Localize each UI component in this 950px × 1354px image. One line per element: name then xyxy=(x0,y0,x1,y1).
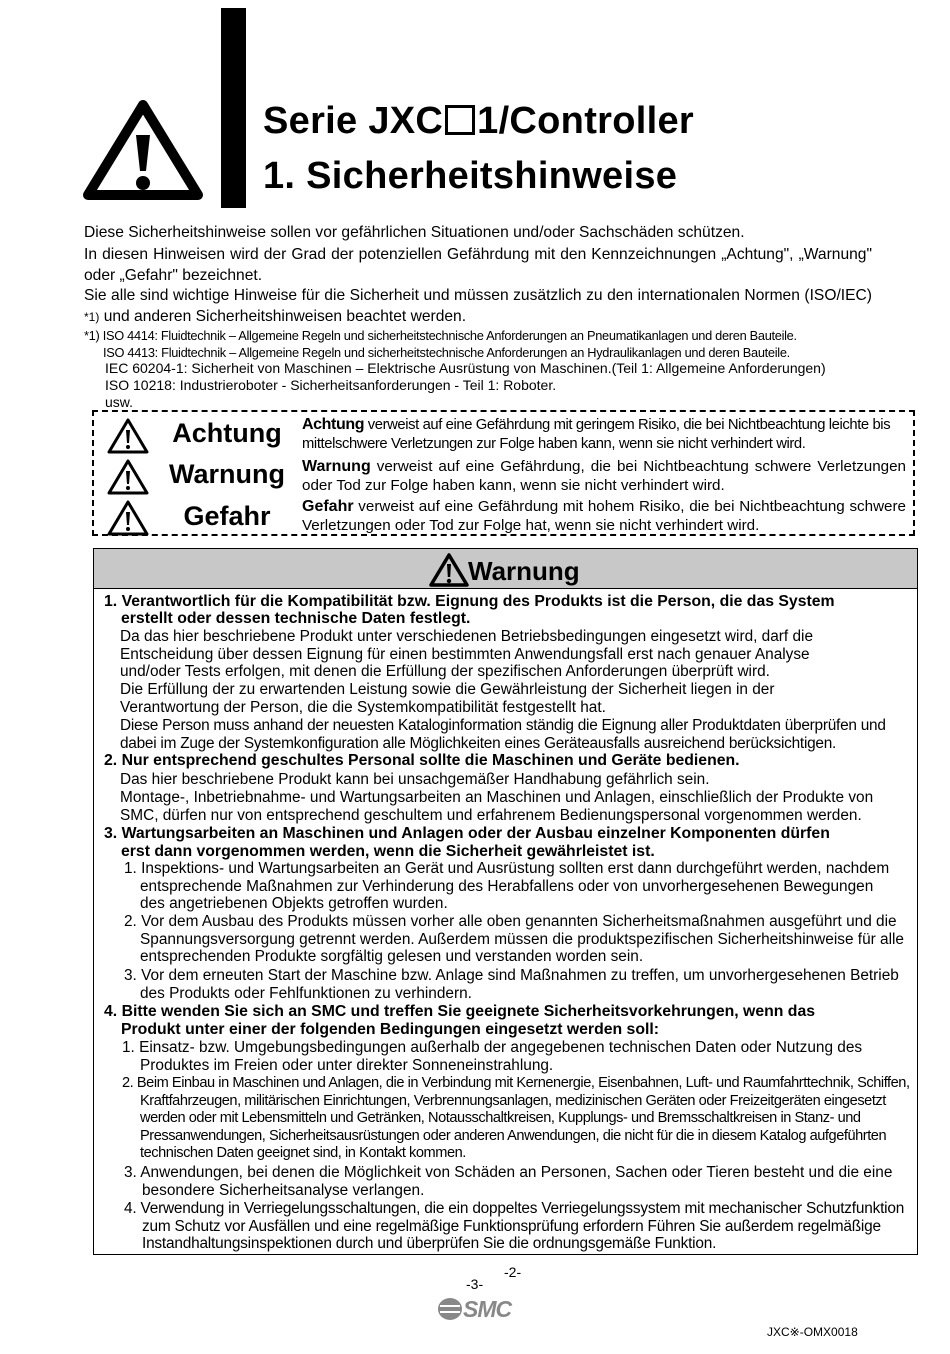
warnung-header-icon xyxy=(428,552,470,588)
footnote-iso10218: ISO 10218: Industrieroboter - Sicherheitsanforderungen - Teil 1: Roboter. xyxy=(105,377,557,393)
level-word-caution: Achtung xyxy=(172,418,282,448)
s4-title-b: Produkt unter einer der folgenden Bedingungen eingesetzt werden soll: xyxy=(121,1021,660,1038)
smc-logo: SMC xyxy=(437,1296,519,1322)
level-word-danger: Gefahr xyxy=(183,501,271,531)
s3-item-2: 2. Vor dem Ausbau des Produkts müssen vorher alle oben genannten Sicherheitsmaßnahmen ausgeführt und die Spannungsversorgung getrennt werden. Außerdem müssen die produktspezifischen Sicherheitshinweise für alle entsprechenden Produkte sorgfältig gelesen und verstanden worden sein. xyxy=(124,913,904,966)
s3-title-b: erst dann vorgenommen werden, wenn die Sicherheit gewährleistet ist. xyxy=(121,843,655,860)
level-word-warning: Warnung xyxy=(169,459,285,489)
footnote-iec60204: IEC 60204-1: Sicherheit von Maschinen – Elektrische Ausrüstung von Maschinen.(Teil 1: Allgemeine Anforderungen) xyxy=(105,360,826,376)
s2-title: 2. Nur entsprechend geschultes Personal sollte die Maschinen und Geräte bedienen. xyxy=(104,752,740,769)
document-id: JXC※-OMX0018 xyxy=(767,1325,858,1339)
danger-icon xyxy=(106,499,150,537)
s2-paragraph-1: Das hier beschriebene Produkt kann bei unsachgemäßer Handhabung gefährlich sein. xyxy=(120,771,710,788)
placeholder-box xyxy=(445,105,475,135)
s3-title-a: 3. Wartungsarbeiten an Maschinen und Anlagen oder der Ausbau einzelner Komponenten dürfen xyxy=(104,825,830,842)
s1-title-a: 1. Verantwortlich für die Kompatibilität bzw. Eignung des Produkts ist die Person, die das System xyxy=(104,593,835,610)
footnote-iso4414: *1) ISO 4414: Fluidtechnik – Allgemeine Regeln und sicherheitstechnische Anforderungen an Pneumatikanlagen und deren Bauteile. xyxy=(84,328,797,343)
s1-title-b: erstellt oder dessen technische Daten festlegt. xyxy=(121,610,471,627)
page-title: Serie JXC 1/Controller xyxy=(263,100,694,142)
warning-icon xyxy=(106,458,150,496)
intro-paragraph-1: Diese Sicherheitshinweise sollen vor gefährlichen Situationen und/oder Sachschäden schützen. xyxy=(84,224,745,241)
level-desc-caution: Achtung verweist auf eine Gefährdung mit geringem Risiko, die bei Nichtbeachtung leichte bis mittelschwere Verletzungen zur Folge haben kann, wenn sie nicht verhindert wird. xyxy=(302,416,891,452)
footnote-usw: usw. xyxy=(105,394,134,410)
s4-title-a: 4. Bitte wenden Sie sich an SMC und treffen Sie geeignete Sicherheitsvorkehrungen, wenn das xyxy=(104,1003,816,1020)
s4-item-1: 1. Einsatz- bzw. Umgebungsbedingungen außerhalb der angegebenen technischen Daten oder Nutzung des Produktes im Freien oder unter direkter Sonneneinstrahlung. xyxy=(122,1039,863,1074)
level-desc-danger: Gefahr verweist auf eine Gefährdung mit hohem Risiko, die bei Nichtbeachtung schwere Verletzungen oder Tod zur Folge hat, wenn sie nicht verhindert wird. xyxy=(302,498,906,534)
s4-item-3: 3. Anwendungen, bei denen die Möglichkeit von Schäden an Personen, Sachen oder Tieren besteht und die eine besondere Sicherheitsanalyse verlangen. xyxy=(124,1164,893,1199)
section-title: 1. Sicherheitshinweise xyxy=(263,155,678,197)
s3-item-3: 3. Vor dem erneuten Start der Maschine bzw. Anlage sind Maßnahmen zu treffen, um unvorhergesehenen Betrieb des Produkts oder Fehlfunktionen zu verhindern. xyxy=(124,967,899,1002)
s4-item-4: 4. Verwendung in Verriegelungsschaltungen, die ein doppeltes Verriegelungssystem mit mechanischer Schutzfunktion zum Schutz vor Ausfällen und eine regelmäßige Funktionsprüfung erfordern Führen Sie außerdem regelmäßige Instandhaltungsinspektionen durch und überprüfen Sie die ordnungsgemäße Funktion. xyxy=(124,1200,905,1253)
s1-paragraph-3: Diese Person muss anhand der neuesten Kataloginformation ständig die Eignung aller Produktdaten überprüfen und dabei im Zuge der Systemkonfiguration alle Möglichkeiten eines Geräteausfalls ausreichend berücksichtigen. xyxy=(120,717,886,752)
page-number-inner: -2- xyxy=(504,1264,522,1280)
caution-icon xyxy=(106,417,150,455)
page-number-outer: -3- xyxy=(466,1276,484,1292)
s1-paragraph-1: Da das hier beschriebene Produkt unter verschiedenen Betriebsbedingungen eingesetzt wird, darf die Entscheidung über dessen Eignung für einen bestimmten Anwendungsfall erst nach genauer Analyse und/oder Tests erfolgen, mit denen die Erfüllung der spezifischen Anforderungen überprüft wird. xyxy=(120,628,814,681)
s1-paragraph-2: Die Erfüllung der zu erwartenden Leistung sowie die Gewährleistung der Sicherheit liegen in der Verantwortung der Person, die die Systemkompatibilität festgestellt hat. xyxy=(120,681,775,716)
level-desc-warning: Warnung verweist auf eine Gefährdung, die bei Nichtbeachtung schwere Verletzungen oder Tod zur Folge haben kann, wenn sie nicht verhindert wird. xyxy=(302,458,906,494)
title-bar xyxy=(221,8,246,208)
s4-item-2: 2. Beim Einbau in Maschinen und Anlagen, die in Verbindung mit Kernenergie, Eisenbahnen, Luft- und Raumfahrttechnik, Schiffen, Kraftfahrzeugen, militärischen Einrichtungen, Verbrennungsanlagen, medizinischen Geräten oder Freizeitgeräten eingesetzt werden oder mit Lebensmitteln und Getränken, Notausschaltkreisen, Kupplungs- und Bremsschaltkreisen in Stanz- und Pressanwendungen, Sicherheitsausrüstungen oder anderen Anwendungen, die nicht für die in diesem Katalog aufgeführten technischen Daten geeignet sind, in Kontakt kommen. xyxy=(122,1075,910,1162)
intro-paragraph-2: In diesen Hinweisen wird der Grad der potenziellen Gefährdung mit den Kennzeichnungen „Achtung", „Warnung" oder „Gefahr" bezeichnet. xyxy=(84,246,872,284)
s2-paragraph-2: Montage-, Inbetriebnahme- und Wartungsarbeiten an Maschinen und Anlagen, einschließlich der Produkte von SMC, dürfen nur von entsprechend geschultem und erfahrenem Bedienungspersonal vorgenommen werden. xyxy=(120,789,874,824)
warnung-heading: Warnung xyxy=(468,556,580,586)
footnote-iso4413: ISO 4413: Fluidtechnik – Allgemeine Regeln und sicherheitstechnische Anforderungen an Hydraulikanlagen und deren Bauteile. xyxy=(103,345,790,360)
intro-paragraph-3: Sie alle sind wichtige Hinweise für die Sicherheit und müssen zusätzlich zu den internationalen Normen (ISO/IEC) *1) und anderen Sicherheitshinweisen beachtet werden. xyxy=(84,287,872,325)
warning-triangle-icon xyxy=(82,99,204,201)
s3-item-1: 1. Inspektions- und Wartungsarbeiten an Gerät und Ausrüstung sollten erst dann durchgeführt werden, nachdem entsprechende Maßnahmen zur Verhinderung des Herabfallens oder von unvorhergesehenen Bewegungen des angetriebenen Objekts getroffen wurden. xyxy=(124,860,890,913)
